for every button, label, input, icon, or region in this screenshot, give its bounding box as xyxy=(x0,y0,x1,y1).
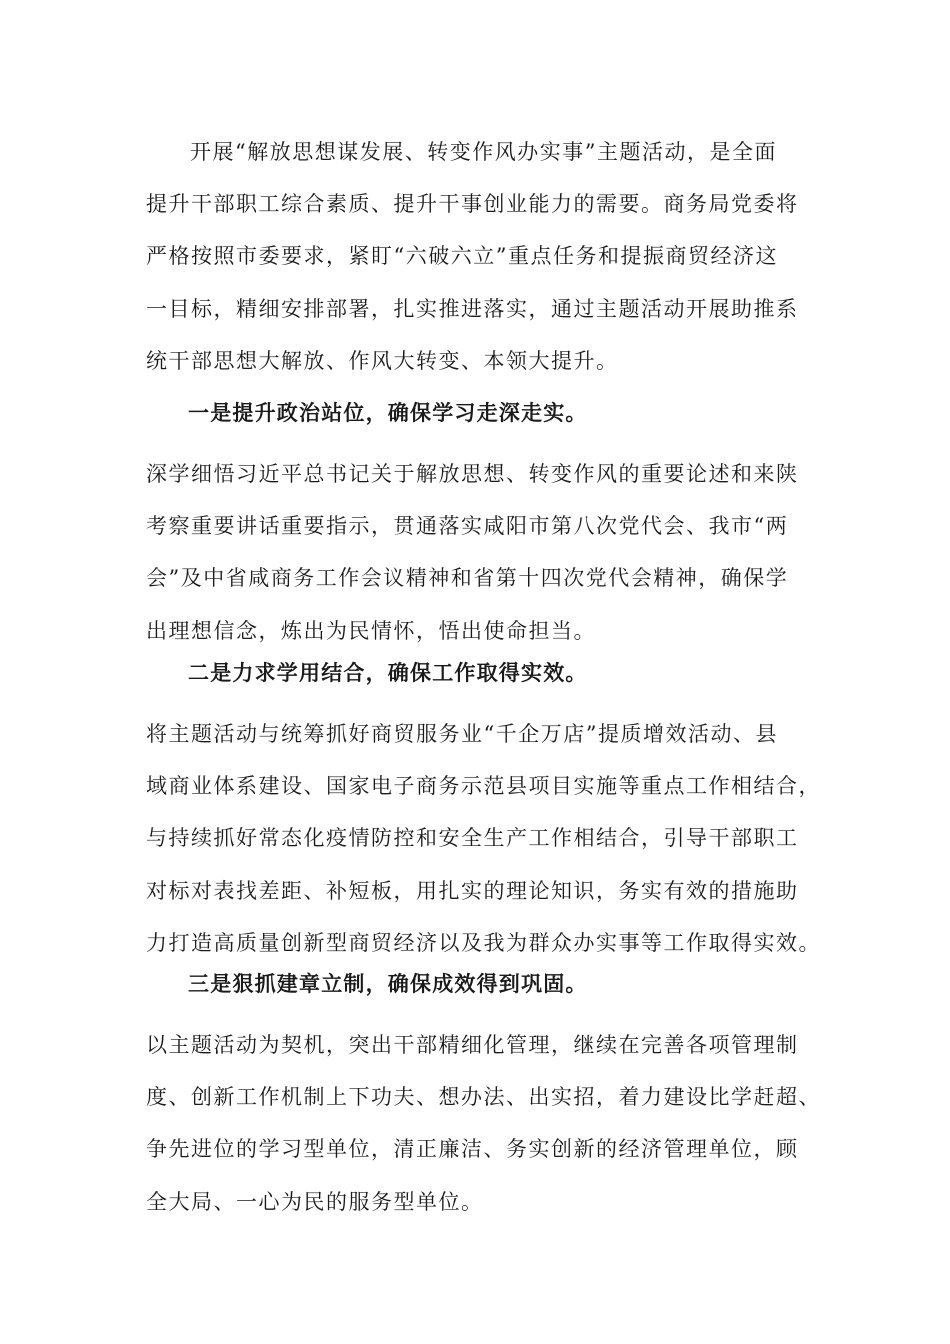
section3-heading: 三是狠抓建章立制，确保成效得到巩固。 xyxy=(188,971,588,996)
section2-line-4: 对标对表找差距、补短板，用扎实的理论知识，务实有效的措施助 xyxy=(146,878,799,903)
intro-paragraph xyxy=(146,126,810,387)
section3-line-1: 以主题活动为契机，突出干部精细化管理，继续在完善各项管理制 xyxy=(146,1033,799,1057)
intro-line-3: 严格按照市委要求，紧盯“六破六立”重点任务和提振商贸经济这 xyxy=(146,244,778,269)
section3-line-2: 度、创新工作机制上下功夫、想办法、出实招，着力建设比学赶超、 xyxy=(146,1085,821,1110)
section1-paragraph xyxy=(146,448,810,657)
section1-line-3: 会”及中省咸商务工作会议精神和省第十四次党代会精神，确保学 xyxy=(146,566,789,591)
section3-line-4: 全大局、一心为民的服务型单位。 xyxy=(146,1189,484,1214)
intro-line-5: 统干部思想大解放、作风大转变、本领大提升。 xyxy=(146,348,619,373)
section2-line-2: 域商业体系建设、国家电子商务示范县项目实施等重点工作相结合， xyxy=(146,774,821,799)
section2-line-3: 与持续抓好常态化疫情防控和安全生产工作相结合，引导干部职工 xyxy=(146,826,799,851)
section1-line-1: 深学细悟习近平总书记关于解放思想、转变作风的重要论述和来陕 xyxy=(146,462,799,486)
section2-paragraph xyxy=(146,708,821,969)
section2-line-1: 将主题活动与统筹抓好商贸服务业“千企万店”提质增效活动、县 xyxy=(146,722,778,746)
intro-line-2: 提升干部职工综合素质、提升干事创业能力的需要。商务局党委将 xyxy=(146,192,799,217)
section2-line-5: 力打造高质量创新型商贸经济以及我为群众办实事等工作取得实效。 xyxy=(146,930,821,955)
section3-line-3: 争先进位的学习型单位，清正廉洁、务实创新的经济管理单位，顾 xyxy=(146,1137,799,1162)
section1-heading: 一是提升政治站位，确保学习走深走实。 xyxy=(188,400,588,425)
intro-line-1: 开展“解放思想谋发展、转变作风办实事”主题活动，是全面 xyxy=(190,140,777,164)
section1-line-2: 考察重要讲话重要指示，贯通落实咸阳市第八次党代会、我市“两 xyxy=(146,514,789,539)
intro-line-4: 一目标，精细安排部署，扎实推进落实，通过主题活动开展助推系 xyxy=(146,296,799,321)
section2-heading: 二是力求学用结合，确保工作取得实效。 xyxy=(188,660,588,685)
section1-line-4: 出理想信念，炼出为民情怀，悟出使命担当。 xyxy=(146,618,596,643)
section3-paragraph xyxy=(146,1019,821,1228)
